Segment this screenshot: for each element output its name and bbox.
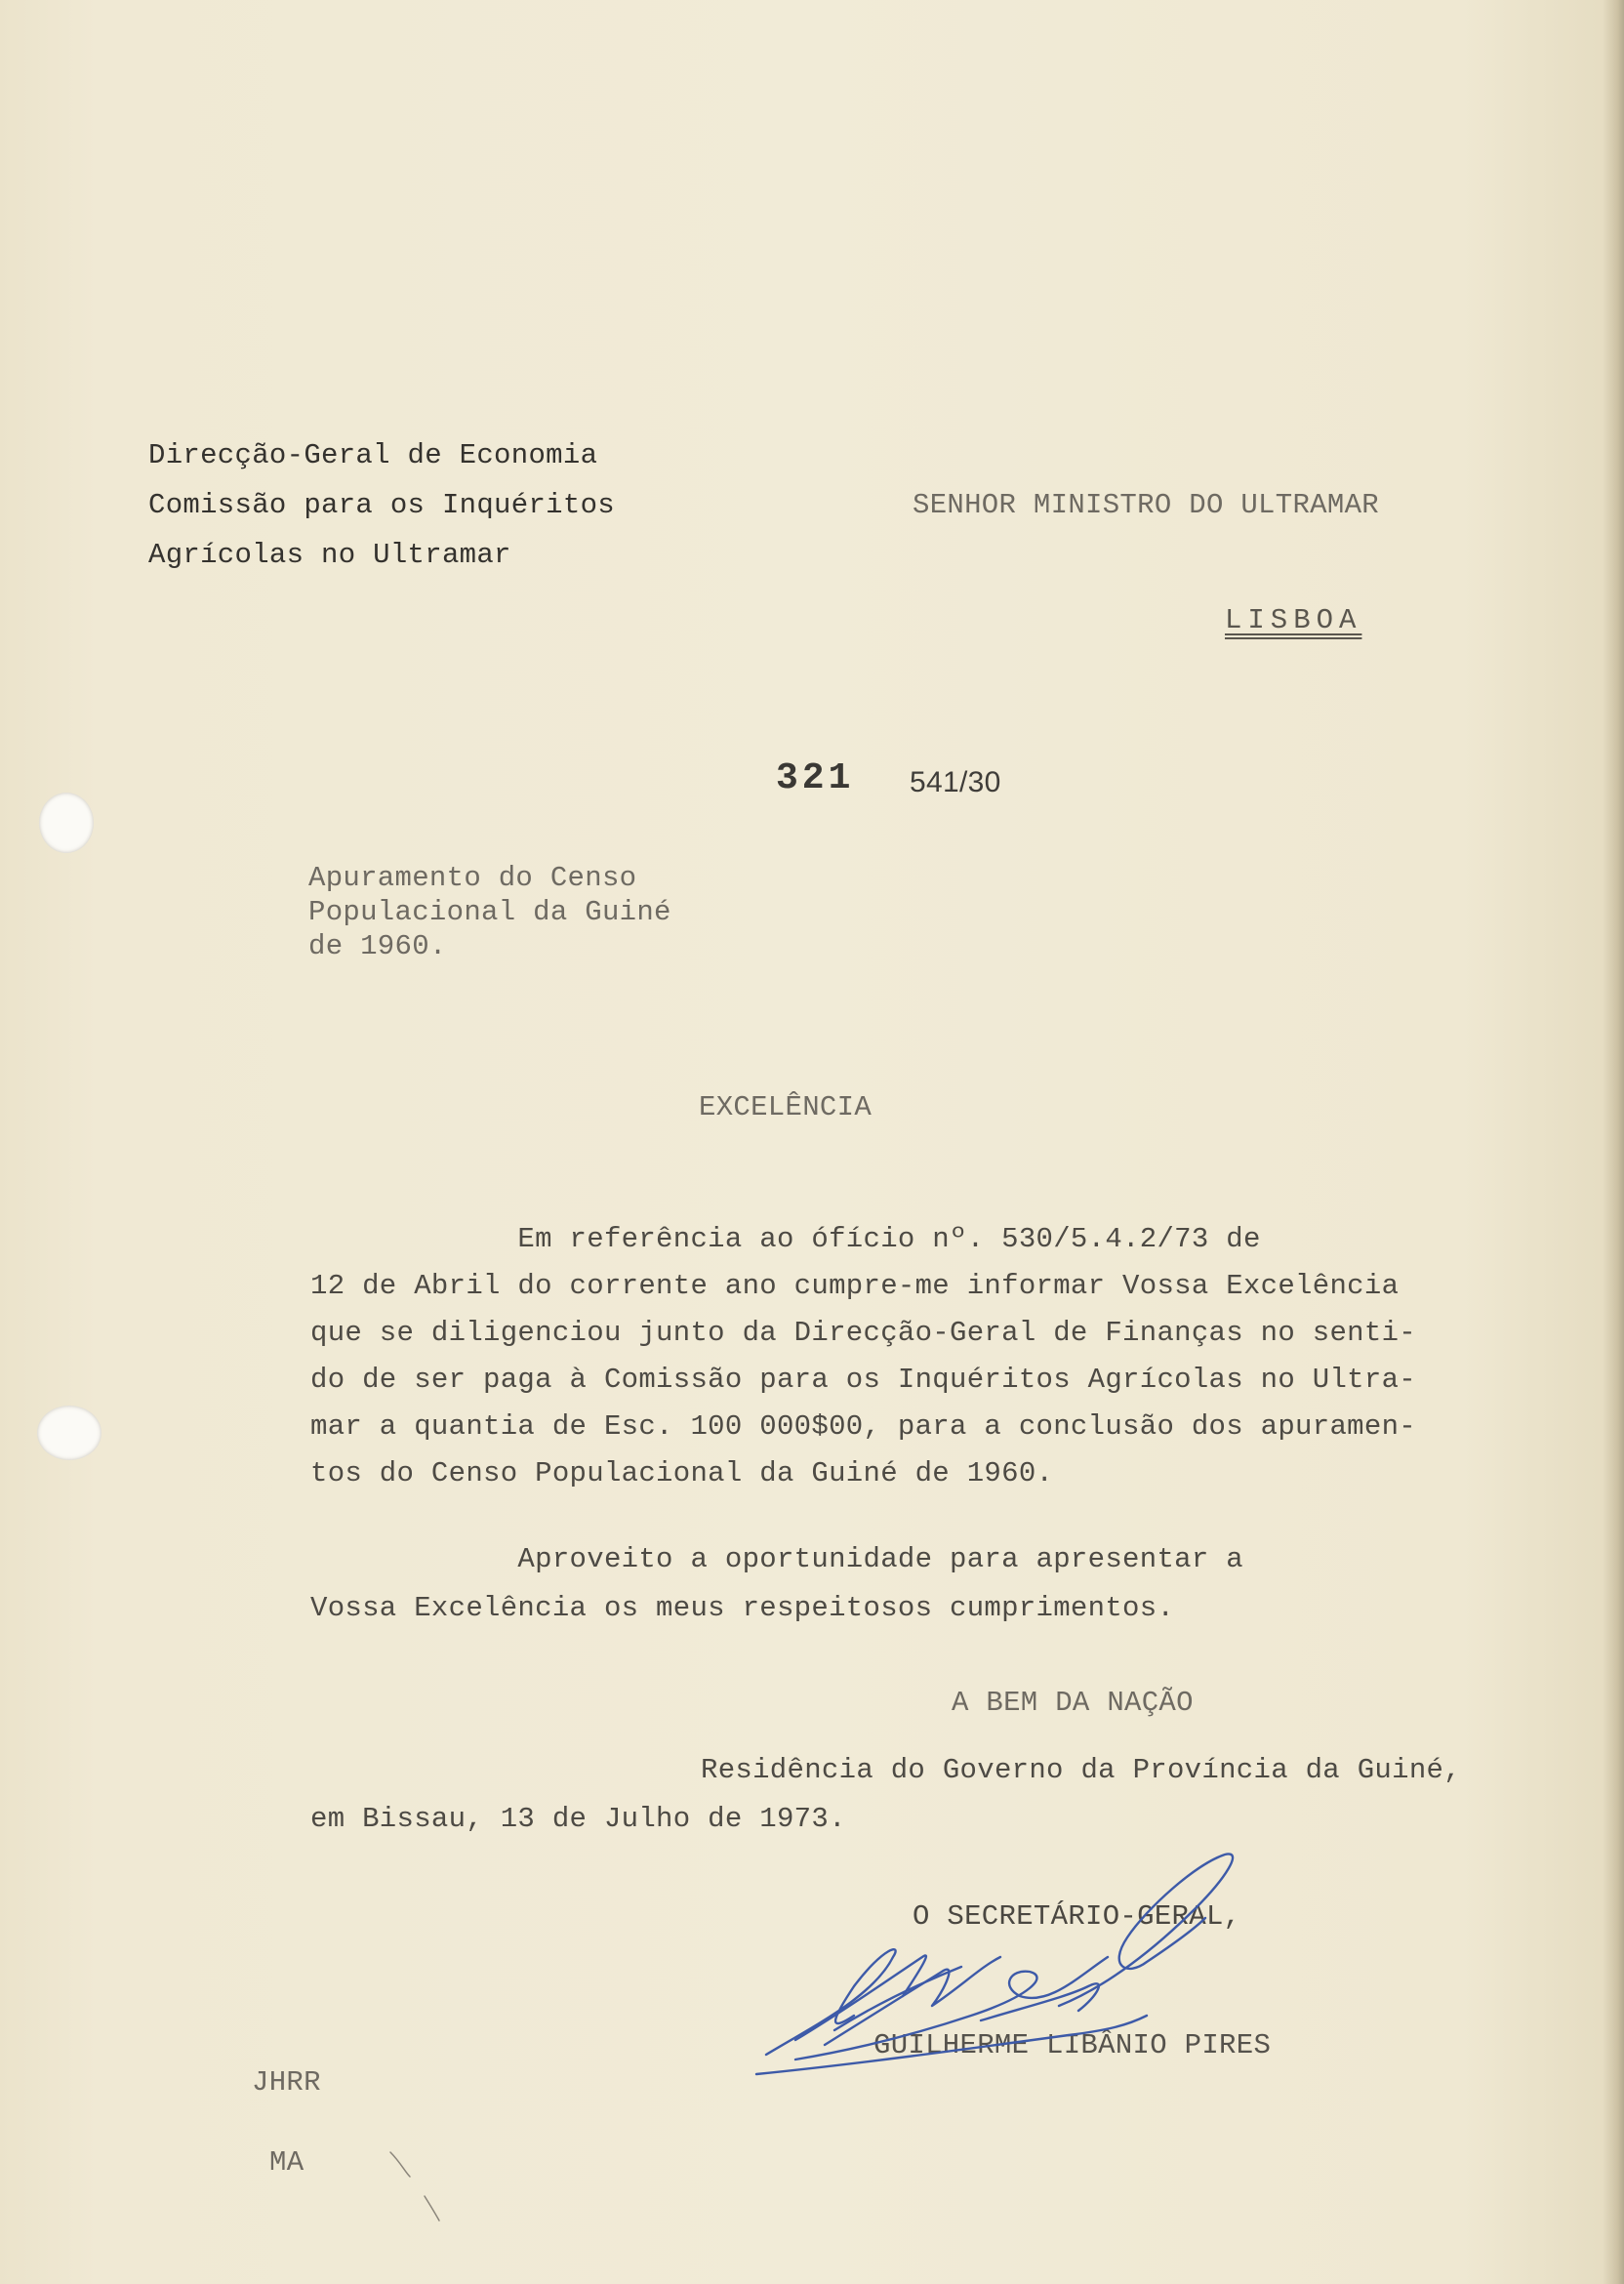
author-initials: JHRR (252, 2066, 321, 2099)
page-edge-shadow (1603, 0, 1624, 2284)
body-line: Vossa Excelência os meus respeitosos cumprimentos. (310, 1592, 1175, 1624)
subject-line-3: de 1960. (308, 930, 447, 962)
typist-initials: MA (269, 2146, 304, 2179)
signatory-title: O SECRETÁRIO-GERAL, (913, 1900, 1241, 1933)
closing-place-line-1: Residência do Governo da Província da Guiné, (701, 1754, 1461, 1786)
closing-place-line-2: em Bissau, 13 de Julho de 1973. (310, 1803, 846, 1835)
reference-number: 541/30 (910, 766, 1001, 798)
body-line: tos do Censo Populacional da Guiné de 1960. (310, 1457, 1054, 1489)
body-line: 12 de Abril do corrente ano cumpre-me informar Vossa Excelência (310, 1270, 1400, 1302)
recipient-name: SENHOR MINISTRO DO ULTRAMAR (913, 489, 1379, 521)
sender-line-3: Agrícolas no Ultramar (148, 539, 511, 571)
sender-line-2: Comissão para os Inquéritos (148, 489, 615, 521)
closing-motto: A BEM DA NAÇÃO (952, 1687, 1194, 1719)
reference-stamp: 321 (776, 757, 855, 799)
subject-line-1: Apuramento do Censo (308, 862, 637, 894)
body-line: mar a quantia de Esc. 100 000$00, para a conclusão dos apuramen- (310, 1410, 1416, 1443)
subject-line-2: Populacional da Guiné (308, 896, 671, 928)
stray-pencil-mark (386, 2147, 444, 2225)
handwritten-signature (737, 1850, 1342, 2084)
punch-hole-lower (37, 1406, 102, 1460)
body-line: do de ser paga à Comissão para os Inquéritos Agrícolas no Ultra- (310, 1364, 1416, 1396)
body-line: que se diligenciou junto da Direcção-Geral de Finanças no senti- (310, 1317, 1416, 1349)
salutation: EXCELÊNCIA (699, 1091, 873, 1123)
recipient-city: LISBOA (1225, 604, 1362, 636)
body-line: Aproveito a oportunidade para apresentar a (310, 1543, 1243, 1575)
signatory-name: GUILHERME LIBÂNIO PIRES (873, 2029, 1272, 2061)
body-line: Em referência ao ófício nº. 530/5.4.2/73 de (310, 1223, 1261, 1255)
punch-hole-upper (39, 793, 94, 853)
sender-line-1: Direcção-Geral de Economia (148, 439, 598, 471)
